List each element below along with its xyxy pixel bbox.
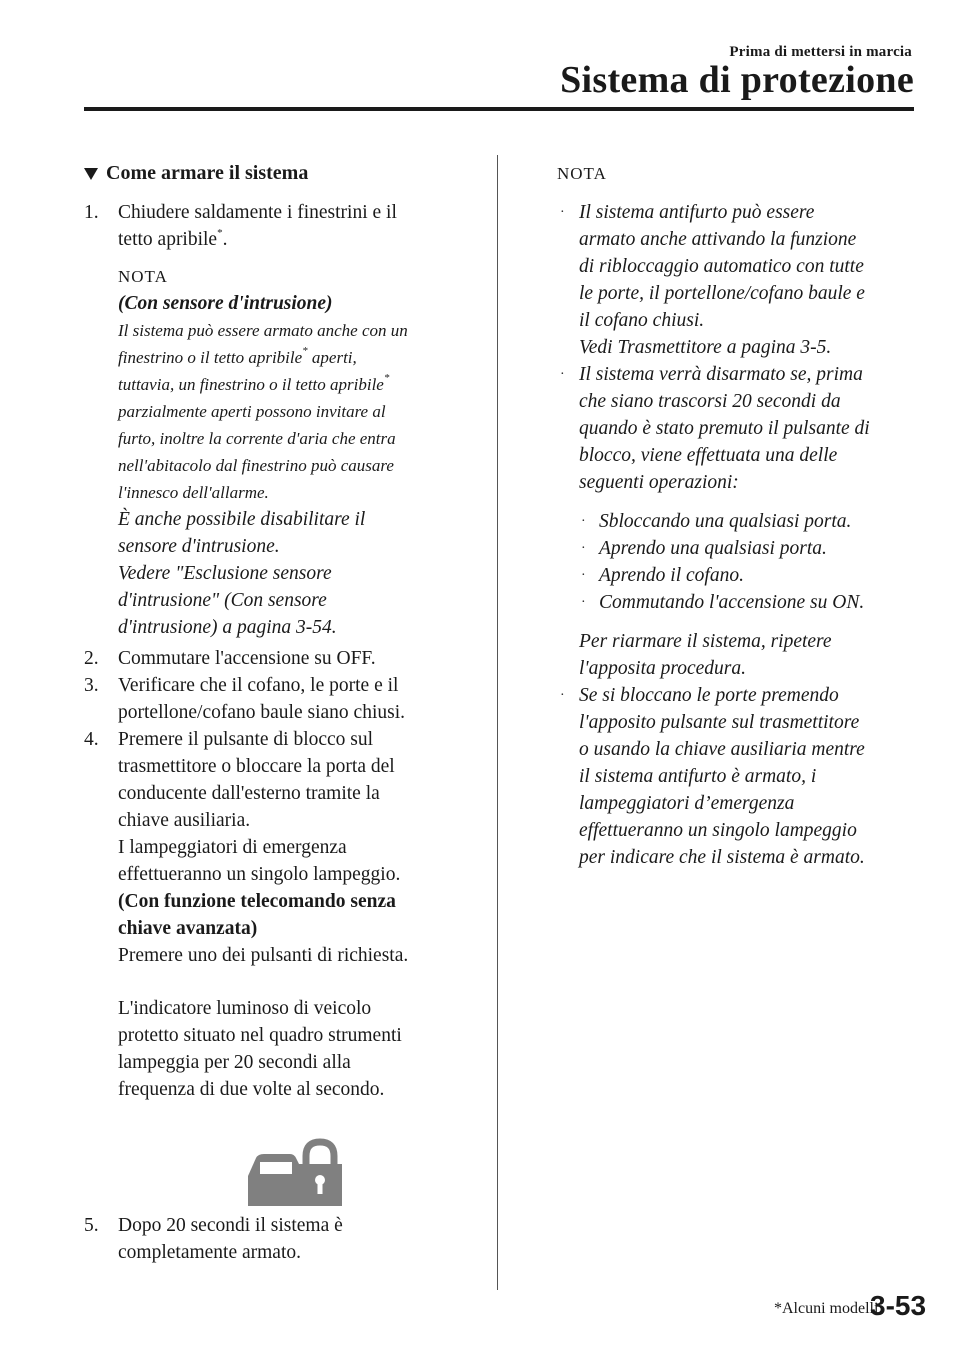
- header-rule: [84, 107, 914, 111]
- note-subtitle: (Con sensore d'intrusione): [118, 293, 333, 314]
- note-bullet: · Il sistema verrà disarmato se, prima che siano trascorsi 20 secondi da quando è stato premuto il pulsante di blocco, viene effettuata una delle seguenti operazioni:: [560, 364, 870, 493]
- note-sub-bullet: · Commutando l'accensione su ON.: [581, 592, 865, 613]
- step-2: [84, 645, 484, 672]
- note-sub-bullet: · Sbloccando una qualsiasi porta.: [581, 511, 852, 532]
- note-sub-bullet: · Aprendo una qualsiasi porta.: [581, 538, 827, 559]
- note-title: NOTA: [557, 164, 607, 183]
- note-sub-bullet: · Aprendo il cofano.: [581, 565, 744, 586]
- step-number: 3.: [84, 675, 99, 696]
- step-number: 4.: [84, 729, 99, 750]
- footnote: *Alcuni modelli.: [774, 1300, 883, 1317]
- step-1: [84, 199, 484, 253]
- step-text: Chiudere saldamente i finestrini e il: [118, 202, 397, 223]
- right-column: [557, 160, 927, 871]
- step-number: 2.: [84, 648, 99, 669]
- step-text: Verificare che il cofano, le porte e il: [118, 675, 399, 696]
- note-bullet: · Se si bloccano le porte premendo l'apposito pulsante sul trasmettitore o usando la chiave ausiliaria mentre il sistema antifurto è armato, i lampeggiatori d’emergenza effettueranno un singolo lampeggio per indicare che il sistema è armato.: [560, 685, 865, 868]
- column-divider: [497, 155, 498, 1290]
- note-intrusion-sensor: [84, 263, 484, 641]
- left-column: [84, 160, 484, 1103]
- step-4: 4. Premere il pulsante di blocco sul trasmettitore o bloccare la porta del conducente dall'esterno tramite la chiave ausiliaria. I lampeggiatori di emergenza effettueranno un singolo lampeggio. (Con funzione telecomando senza chiave avanzata) Premere uno dei pulsanti di richiesta. L'indicatore luminoso di veicolo protetto situato nel quadro strumenti lampeggia per 20 secondi alla frequenza di due volte al secondo.: [84, 726, 484, 1103]
- step-number: 1.: [84, 202, 99, 223]
- note-paragraph: Il sistema può essere armato anche con un finestrino o il tetto apribile* aperti, tuttavia, un finestrino o il tetto apribile* parzialmente aperti possono invitare al furto, inoltre la corrente d'aria che entra nell'abitacolo dal finestrino può causare l'innesco dell'allarme.: [118, 321, 408, 502]
- step-number: 5.: [84, 1215, 99, 1236]
- page-number: 3-53: [870, 1290, 927, 1321]
- page-title: Sistema di protezione: [560, 59, 914, 101]
- note-paragraph: Per riarmare il sistema, ripetere l'apposita procedura.: [579, 631, 832, 679]
- footnote-marker: *: [217, 226, 223, 239]
- note-paragraph: È anche possibile disabilitare il sensore d'intrusione.: [118, 509, 366, 557]
- feature-label: (Con funzione telecomando senza: [118, 891, 396, 912]
- feature-label: chiave avanzata): [118, 918, 258, 939]
- step-5: 5. Dopo 20 secondi il sistema è completamente armato.: [84, 1212, 518, 1266]
- triangle-down-icon: [84, 168, 98, 180]
- note-title: NOTA: [118, 267, 168, 286]
- security-indicator-icon: [244, 1136, 344, 1208]
- section-heading: [84, 160, 484, 187]
- step-text: tetto apribile*.: [118, 226, 228, 250]
- note-cross-reference: Vedere "Esclusione sensore d'intrusione" (Con sensore d'intrusione) a pagina 3-54.: [118, 563, 337, 638]
- note-bullet: · Il sistema antifurto può essere armato anche attivando la funzione di ribloccaggio automatico con tutte le porte, il portellone/cofano baule e il cofano chiusi. Vedi Trasmettitore a pagina 3-5.: [560, 202, 865, 358]
- section-heading-text: Come armare il sistema: [106, 162, 309, 184]
- step-text: portellone/cofano baule siano chiusi.: [118, 702, 405, 723]
- step-text: Commutare l'accensione su OFF.: [118, 648, 376, 669]
- section-label: Prima di mettersi in marcia: [729, 44, 912, 60]
- step-3: [84, 672, 484, 726]
